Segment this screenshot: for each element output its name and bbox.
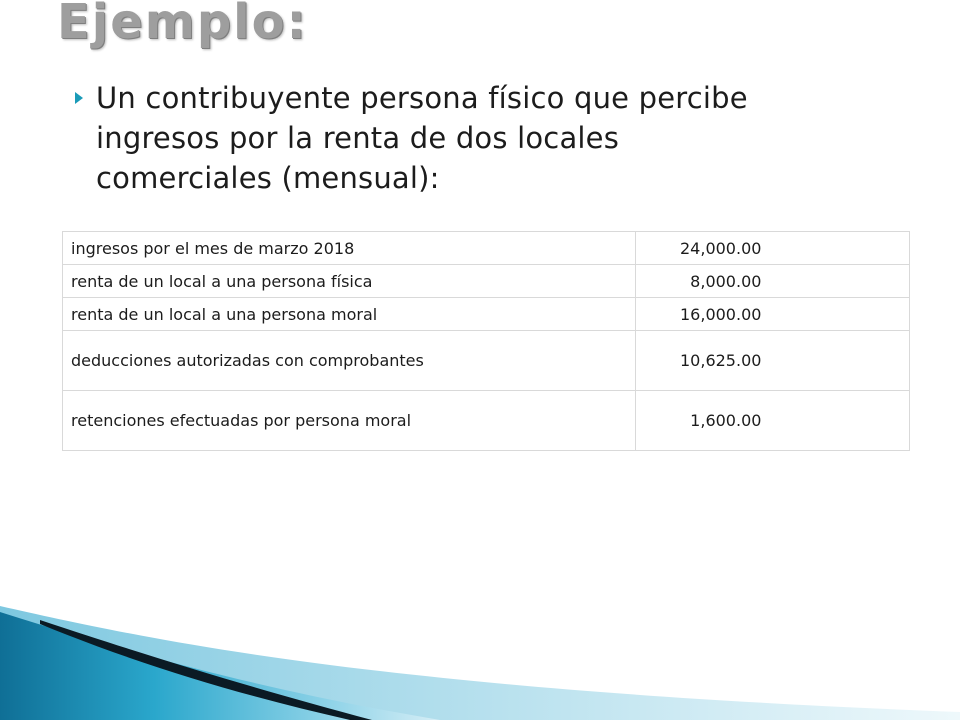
bullet-line: Un contribuyente persona físico que percibe — [96, 81, 748, 115]
row-amount: 1,600.00 — [636, 391, 910, 451]
bullet-line: comerciales (mensual): — [96, 161, 440, 195]
row-label: deducciones autorizadas con comprobantes — [63, 331, 636, 391]
row-label: renta de un local a una persona moral — [63, 298, 636, 331]
row-amount: 8,000.00 — [636, 265, 910, 298]
row-amount: 24,000.00 — [636, 232, 910, 265]
row-label: ingresos por el mes de marzo 2018 — [63, 232, 636, 265]
row-amount: 16,000.00 — [636, 298, 910, 331]
slide-title: Ejemplo: — [57, 0, 308, 50]
bullet-line: ingresos por la renta de dos locales — [96, 121, 620, 155]
row-label: renta de un local a una persona física — [63, 265, 636, 298]
row-label: retenciones efectuadas por persona moral — [63, 391, 636, 451]
row-amount: 10,625.00 — [636, 331, 910, 391]
